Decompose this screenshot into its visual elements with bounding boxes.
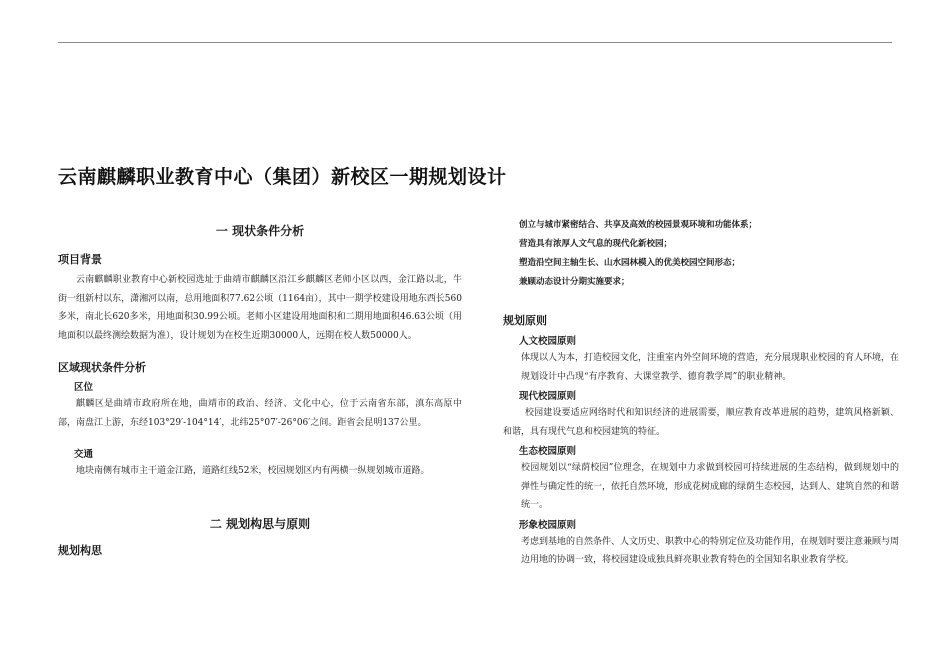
heading-image-principle: 形象校园原则: [519, 519, 577, 531]
right-column: [503, 216, 899, 570]
heading-project-background: 项目背景: [58, 253, 102, 266]
heading-modern-principle: 现代校园原则: [519, 391, 577, 402]
heading-ecological-principle: 生态校园原则: [519, 446, 577, 457]
goal-item: 兼顾动态设计分期实施要求；: [519, 277, 630, 287]
goal-item: 创立与城市紧密结合、共享及高效的校园景观环境和功能体系；: [519, 220, 758, 230]
heading-planning-concept: 规划构思: [58, 543, 102, 557]
paragraph-project-background: 云南麒麟职业教育中心新校园选址于曲靖市麒麟区沿江乡麒麟区老师小区以西，金江路以北，牛街一组新村以东，潇湘河以南，总用地面积77.62公顷（1164亩），其中一期学校建设用地东西长560多米，南北长620多米，用地面积30.99公顷。老师小区建设用地面积和二期用地面积46.63公顷（用地面积以最终测绘数据为准），设计规划为在校生近期30000人，远期在校人数50000人。: [58, 275, 462, 341]
heading-planning-principles: 规划原则: [503, 314, 547, 327]
paragraph-modern-principle: 校园建设要适应网络时代和知识经济的进展需要，顺应教育改革进展的趋势，建筑风格新颖、和谐，具有现代气息和校园建筑的特征。: [503, 408, 899, 437]
section-heading-status: 一 现状条件分析: [215, 224, 305, 238]
paragraph-location: 麒麟区是曲靖市政府所在地，曲靖市的政治、经济、文化中心，位于云南省东部，滇东高原中部，南盘江上游，东经103°29′-104°14′，北纬25°07′-26°06′之间。距省会昆明137公里。: [58, 399, 462, 428]
paragraph-humanistic-principle: 体现以人为本，打造校园文化，注重室内外空间环境的营造，充分展现职业校园的育人环境，在规划设计中凸现“有序教育、大课堂教学、德育教学周”的职业精神。: [521, 353, 900, 382]
heading-regional-conditions: 区域现状条件分析: [58, 361, 146, 374]
top-divider: [58, 42, 892, 43]
paragraph-traffic: 地块南侧有城市主干道金江路，道路红线52米，校园规划区内有两横一纵规划城市道路。: [76, 466, 430, 476]
paragraph-ecological-principle: 校园规划以“绿荫校园”位理念，在规划中力求做到校园可持续进展的生态结构，做到规划中的弹性与确定性的统一，依托自然环境，形成花树成廊的绿荫生态校园，达到人、建筑自然的和谐统一。: [521, 463, 900, 510]
heading-humanistic-principle: 人文校园原则: [519, 336, 577, 347]
paragraph-image-principle: 考虑到基地的自然条件、人文历史、职教中心的特别定位及功能作用，在规划时要注意兼顾与周边用地的协调一致，将校园建设成独具鲜亮职业教育特色的全国知名职业教育学校。: [521, 536, 900, 565]
document-title: 云南麒麟职业教育中心（集团）新校区一期规划设计: [58, 166, 507, 188]
heading-traffic: 交通: [74, 449, 94, 460]
section-heading-concept: 二 规划构思与原则: [209, 516, 311, 531]
goal-item: 营造具有浓厚人文气息的现代化新校园；: [519, 239, 673, 249]
left-column: [58, 222, 462, 558]
heading-location: 区位: [74, 382, 94, 393]
goal-item: 塑造沿空间主轴生长、山水园林模入的优美校园空间形态；: [519, 258, 741, 268]
